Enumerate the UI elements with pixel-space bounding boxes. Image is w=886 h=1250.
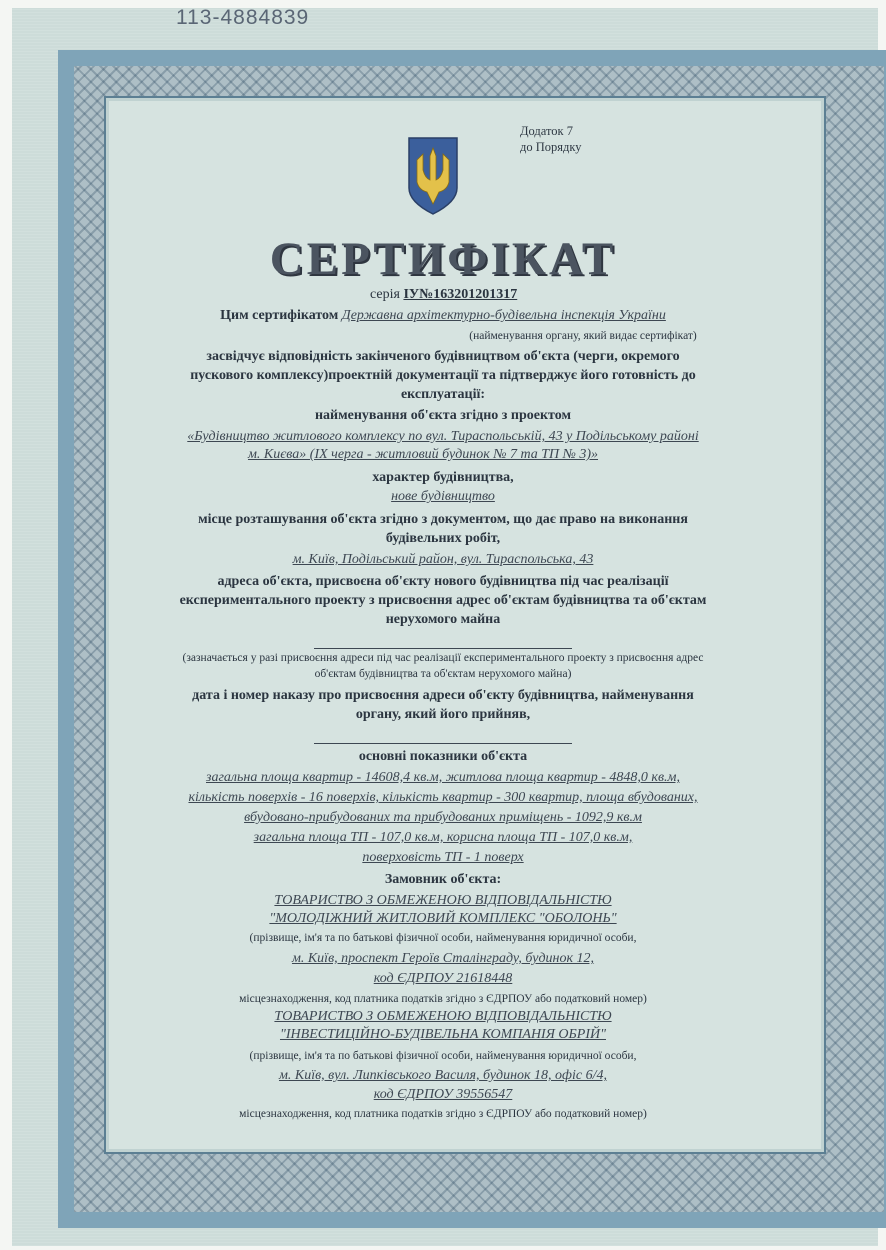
issuer-note: (найменування органу, який видає сертифікат) <box>469 330 697 342</box>
customer-label: Замовник об'єкта: <box>384 872 502 887</box>
address-line-2: експериментального проекту з присвоєння адрес об'єктам будівництва та об'єктам <box>179 593 707 608</box>
customer-1-name-1: ТОВАРИСТВО З ОБМЕЖЕНОЮ ВІДПОВІДАЛЬНІСТЮ <box>274 893 612 908</box>
order-blank-line <box>314 743 572 744</box>
appendix-line-1: Додаток 7 <box>520 124 573 138</box>
customer-1-code: код ЄДРПОУ 21618448 <box>373 971 513 986</box>
location-line-2: будівельних робіт, <box>385 531 501 546</box>
customer-1-name-2: "МОЛОДІЖНИЙ ЖИТЛОВИЙ КОМПЛЕКС "ОБОЛОНЬ" <box>269 911 617 926</box>
customer-1-note: (прізвище, ім'я та по батькові фізичної особи, найменування юридичної особи, <box>249 932 637 944</box>
indicator-line-1: загальна площа квартир - 14608,4 кв.м, житлова площа квартир - 4848,0 кв.м, <box>206 770 680 785</box>
indicator-line-3: вбудовано-прибудованих та прибудованих приміщень - 1092,9 кв.м <box>244 810 642 825</box>
appendix-note <box>520 123 582 155</box>
tryzub-emblem-icon <box>405 136 461 216</box>
customer-2-note-2: місцезнаходження, код платника податків згідно з ЄДРПОУ або податковий номер) <box>239 1108 647 1120</box>
certifies-line-3: експлуатації: <box>400 387 486 402</box>
address-line-3: нерухомого майна <box>385 612 501 627</box>
indicators-label: основні показники об'єкта <box>358 749 528 764</box>
indicator-line-5: поверховість ТП - 1 поверх <box>362 850 524 865</box>
certifies-line-2: пускового комплексу)проектній документації та підтверджує його готовність до <box>190 368 696 383</box>
address-blank-line <box>314 648 572 649</box>
certifies-line-1: засвідчує відповідність закінченого будівництвом об'єкта (черги, окремого <box>206 349 680 364</box>
handwritten-number: 113-4884839 <box>176 6 310 29</box>
object-name-label: найменування об'єкта згідно з проектом <box>314 408 571 423</box>
indicator-line-2: кількість поверхів - 16 поверхів, кількість квартир - 300 квартир, площа вбудованих, <box>188 790 698 805</box>
indicator-line-4: загальна площа ТП - 107,0 кв.м, корисна площа ТП - 107,0 кв.м, <box>253 830 633 845</box>
customer-1-note-2: місцезнаходження, код платника податків згідно з ЄДРПОУ або податковий номер) <box>239 993 647 1005</box>
order-line-2: органу, який його прийняв, <box>355 707 531 722</box>
location-value: м. Київ, Подільський район, вул. Тираспольська, 43 <box>292 552 594 567</box>
customer-2-code: код ЄДРПОУ 39556547 <box>373 1087 513 1102</box>
series-label: серія <box>370 287 400 302</box>
construction-value: нове будівництво <box>391 489 495 504</box>
address-line-1: адреса об'єкта, присвоєна об'єкту нового будівництва під час реалізації <box>217 574 669 589</box>
series-line <box>370 287 517 303</box>
order-line-1: дата і номер наказу про присвоєння адреси об'єкту будівництва, найменування <box>192 688 694 703</box>
certificate-title: СЕРТИФІКАТ <box>269 233 617 285</box>
issuer-line <box>0 308 886 324</box>
object-name-value-2: м. Києва» (IX черга - житловий будинок № 7 та ТП № 3)» <box>247 447 599 462</box>
issuer-prefix: Цим сертифікатом <box>220 308 339 323</box>
customer-2-name-2: "ІНВЕСТИЦІЙНО-БУДІВЕЛЬНА КОМПАНІЯ ОБРІЙ" <box>279 1027 606 1042</box>
address-note-1: (зазначається у разі присвоєння адреси під час реалізації експериментального проекту з присвоєння адрес <box>182 652 704 664</box>
customer-1-address: м. Київ, проспект Героїв Сталінграду, будинок 12, <box>291 951 595 966</box>
issuer-name: Державна архітектурно-будівельна інспекція України <box>341 308 666 323</box>
customer-2-name-1: ТОВАРИСТВО З ОБМЕЖЕНОЮ ВІДПОВІДАЛЬНІСТЮ <box>274 1009 612 1024</box>
appendix-line-2: до Порядку <box>520 140 582 154</box>
series-number: ІУ№163201201317 <box>403 287 518 302</box>
object-name-value-1: «Будівництво житлового комплексу по вул. Тираспольській, 43 у Подільському районі <box>187 429 699 444</box>
customer-2-note: (прізвище, ім'я та по батькові фізичної особи, найменування юридичної особи, <box>249 1050 637 1062</box>
construction-label: характер будівництва, <box>372 470 514 485</box>
location-line-1: місце розташування об'єкта згідно з документом, що дає право на виконання <box>198 512 688 527</box>
customer-2-address: м. Київ, вул. Липківського Василя, будинок 18, офіс 6/4, <box>278 1068 607 1083</box>
address-note-2: об'єктам будівництва та об'єктам нерухомого майна) <box>314 668 572 680</box>
